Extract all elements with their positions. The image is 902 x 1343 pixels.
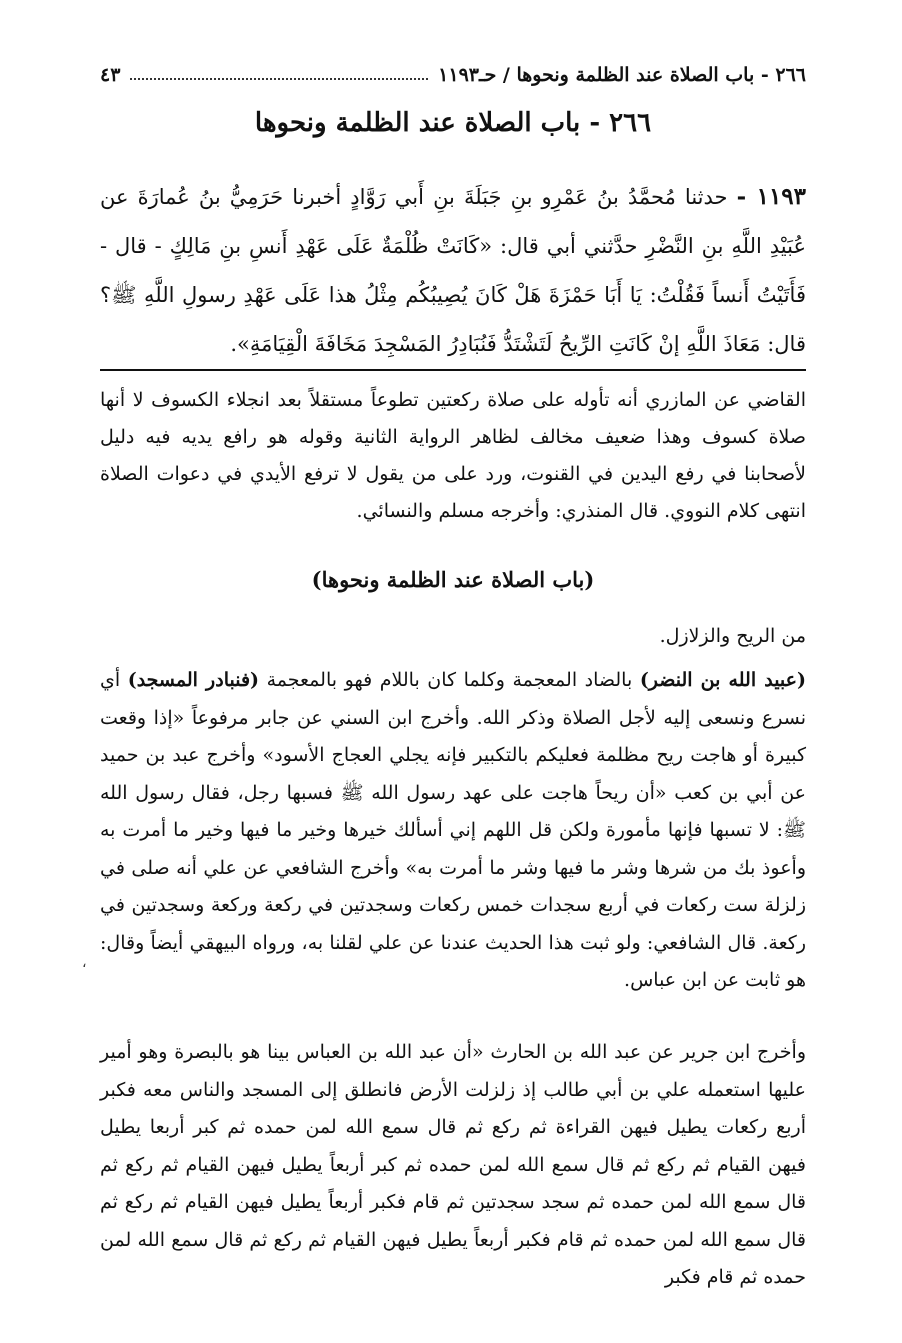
lemma-ubaydullah-note: بالضاد المعجمة وكلما كان باللام فهو بالمعجمة bbox=[259, 669, 640, 691]
footnote-divider bbox=[100, 369, 806, 371]
explanation-block bbox=[100, 662, 806, 1000]
chapter-title: ٢٦٦ - باب الصلاة عند الظلمة ونحوها bbox=[254, 108, 652, 138]
hadith-text: حدثنا مُحمَّدُ بنُ عَمْرِو بنِ جَبَلَةَ بنِ أَبي رَوَّادٍ أخبرنا حَرَمِيُّ بنُ عُمارَةَ عن عُبَيْدِ اللَّهِ بنِ النَّضْرِ حدَّثني أبي قال: «كَانَتْ ظُلْمَةٌ عَلَى عَهْدِ أَنسِ بنِ مَالِكٍ - قال - فَأَتَيْتُ أَنساً فَقُلْتُ: يَا أَبَا حَمْزَةَ هَلْ كَانَ يُصِيبُكُم مِثْلُ هذا عَلَى عَهْدِ رسولِ اللَّهِ ﷺ؟ قال: مَعَاذَ اللَّهِ إنْ كَانَتِ الرِّيحُ لَتَشْتَدُّ فَنُبَادِرُ المَسْجِدَ مَخَافَةَ الْقِيَامَةِ». bbox=[100, 185, 806, 356]
page-number: ٤٣ bbox=[100, 64, 121, 86]
hadith-text-block bbox=[100, 172, 806, 369]
lemma-ubaydullah: (عبيد الله بن النضر) bbox=[639, 669, 806, 691]
lemma-fanubadir: (فنبادر المسجد) bbox=[127, 669, 260, 691]
hadith-number: ١١٩٣ - bbox=[736, 183, 807, 210]
running-header bbox=[100, 58, 806, 92]
section-title: (باب الصلاة عند الظلمة ونحوها) bbox=[311, 567, 595, 592]
explanation-paragraph bbox=[100, 662, 806, 1000]
explanation-text: أي نسرع ونسعى إليه لأجل الصلاة وذكر الله. وأخرج ابن السني عن جابر مرفوعاً «إذا وقعت كبيرة أو هاجت ريح مظلمة فعليكم بالتكبير فإنه يجلي العجاج الأسود» وأخرج عبد بن حميد عن أبي بن كعب «أن ريحاً هاجت على عهد رسول الله ﷺ فسبها رجل، فقال رسول الله ﷺ: لا تسبها فإنها مأمورة ولكن قل اللهم إني أسألك خيرها وخير ما فيها وخير ما أمرت به وأعوذ بك من شرها وشر ما فيها وشر ما أمرت به» وأخرج الشافعي عن علي أنه صلى في زلزلة ست ركعات في أربع سجدات خمس ركعات وسجدتين في ركعة وركعة وسجدتين في ركعة. قال الشافعي: ولو ثبت هذا الحديث عندنا عن علي لقلنا به، ورواه البيهقي أيضاً وقال: هو ثابت عن ابن عباس. bbox=[100, 669, 806, 991]
ibn-jarir-paragraph: وأخرج ابن جرير عن عبد الله بن الحارث «أن عبد الله بن العباس بينا هو بالبصرة وهو أمير عليها استعمله علي بن أبي طالب إذ زلزلت الأرض فانطلق إلى المسجد والناس معه فكبر أربع ركعات يطيل فيهن القراءة ثم ركع ثم قال سمع الله لمن حمده ثم كبر أربعا يطيل فيهن القيام ثم ركع ثم قال سمع الله لمن حمده ثم كبر أربعاً يطيل فيهن القيام ثم ركع ثم قال سمع الله لمن حمده ثم سجد سجدتين ثم قام فكبر أربعاً يطيل فيهن القيام ثم ركع ثم قال سمع الله لمن حمده ثم قام فكبر أربعاً يطيل فيهن القيام ثم ركع ثم قال سمع الله لمن حمده ثم قام فكبر bbox=[100, 1041, 806, 1288]
leader-dots bbox=[130, 78, 428, 80]
section-intro: من الريح والزلازل. bbox=[659, 625, 806, 647]
ibn-jarir-block bbox=[100, 1034, 806, 1297]
commentary-paragraph: القاضي عن المازري أنه تأوله على صلاة ركعتين تطوعاً مستقلاً بعد انجلاء الكسوف لا أنها صلاة كسوف وهذا ضعيف مخالف لظاهر الرواية الثانية وقوله هو رافع يديه فيه دليل لأصحابنا في رفع اليدين في القنوت، ورد على من يقول لا ترفع الأيدي في دعوات الصلاة انتهى كلام النووي. قال المنذري: وأخرجه مسلم والنسائي. bbox=[100, 389, 806, 522]
margin-mark: ، bbox=[82, 955, 87, 971]
commentary-continuation bbox=[100, 382, 806, 530]
section-intro-block bbox=[100, 618, 806, 655]
running-title: ٢٦٦ - باب الصلاة عند الظلمة ونحوها / حـ١١٩٣ bbox=[438, 64, 806, 86]
